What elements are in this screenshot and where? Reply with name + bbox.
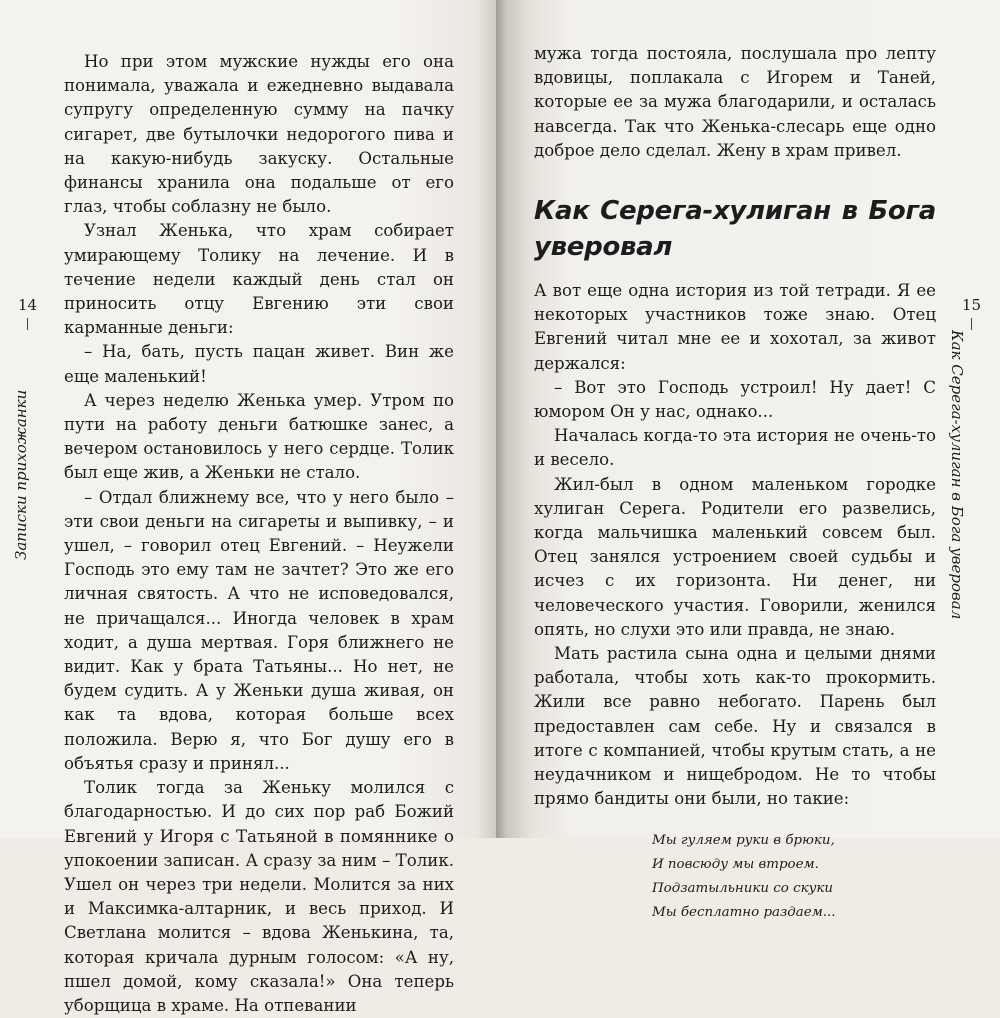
paragraph: Жил-был в одном маленьком городке хулиган Серега. Родители его развелись, когда мальчишка маленький совсем был. Отец занялся устроением своей судьбы и исчез с их горизонта. Ни денег, ни человеческого участия. Говорили, женился опять, но слухи это или правда, не знаю. <box>534 474 936 639</box>
paragraph: А вот еще одна история из той тетради. Я ее некоторых участников тоже знаю. Отец Евгений читал мне ее и хохотал, за живот держался: <box>534 281 936 373</box>
page-number: 15 <box>962 296 982 314</box>
paragraph: Но при этом мужские нужды его она понимала, уважала и ежедневно выдавала супругу определенную сумму на пачку сигарет, две бутылочки недорогого пива и на какую-нибудь закуску. Остальные финансы хранила она подальше от его глаз, чтобы соблазну не было. <box>64 52 454 217</box>
paragraph: Толик тогда за Женьку молился с благодарностью. И до сих пор раб Божий Евгений у Игоря с Татьяной в помяннике о упокоении записан. А сразу за ним – Толик. Ушел он через три недели. Молится за них и Максимка-алтарник, и весь приход. И Светлана молится – вдова Женькина, та, которая кричала дурным голосом: «А ну, пшел домой, кому сказала!» Она теперь уборщица в храме. На отпевании <box>64 778 454 1015</box>
paragraph: – Вот это Господь устроил! Ну дает! С юмором Он у нас, однако... <box>534 377 936 422</box>
paragraph: А через неделю Женька умер. Утром по пути на работу деньги батюшке занес, а вечером остановилось у него сердце. Толик был еще жив, а Женьки не стало. <box>64 390 454 483</box>
paragraph: мужа тогда постояла, послушала про лепту вдовицы, поплакала с Игорем и Таней, которые ее за мужа благодарили, и осталась навсегда. Так что Женька-слесарь еще одно доброе дело сделал. Жену в храм привел. <box>534 44 936 160</box>
running-title: Как Серега-хулиган в Бога уверовал <box>948 330 966 620</box>
page-number-rule <box>971 318 972 330</box>
poem-line: Мы бесплатно раздаем... <box>652 905 836 921</box>
right-page <box>496 0 1000 921</box>
paragraph: Мать растила сына одна и целыми днями работала, чтобы хоть как-то прокормить. Жили все равно небогато. Парень был предоставлен сам себе. Ну и связался в итоге с компанией, чтобы крутым стать, а не неудачником и нищебродом. Не то чтобы прямо бандиты они были, но такие: <box>534 644 936 809</box>
page-number-rule <box>27 318 28 330</box>
body-text <box>64 50 454 1018</box>
poem <box>652 829 936 925</box>
poem-line: И повсюду мы втроем. <box>652 857 819 873</box>
left-page <box>0 0 496 1015</box>
chapter-title: Как Серега-хулиган в Бога уверовал <box>534 196 936 263</box>
page-number: 14 <box>18 296 38 314</box>
poem-line: Подзатыльники со скуки <box>652 881 833 897</box>
paragraph: – На, бать, пусть пацан живет. Вин же еще маленький! <box>64 342 454 386</box>
paragraph: – Отдал ближнему все, что у него было – эти свои деньги на сигареты и выпивку, – и ушел, – говорил отец Евгений. – Неужели Господь это ему там не зачтет? Это же его личная святость. А что не исповедовался, не причащался... Иногда человек в храм ходит, а душа мертвая. Горя ближнего не видит. Как у брата Татьяны... Но нет, не будем судить. А у Женьки душа живая, он как та вдова, которая больше всех положила. Верю я, что Бог душу его в объятья сразу и принял... <box>64 487 454 773</box>
poem-line: Мы гуляем руки в брюки, <box>652 833 835 849</box>
paragraph: Узнал Женька, что храм собирает умирающему Толику на лечение. И в течение недели каждый день стал он приносить отцу Евгению эти свои карманные деньги: <box>64 221 454 338</box>
running-title: Записки прихожанки <box>12 389 30 560</box>
body-text <box>534 42 936 925</box>
paragraph: Началась когда-то эта история не очень-то и весело. <box>534 426 936 470</box>
